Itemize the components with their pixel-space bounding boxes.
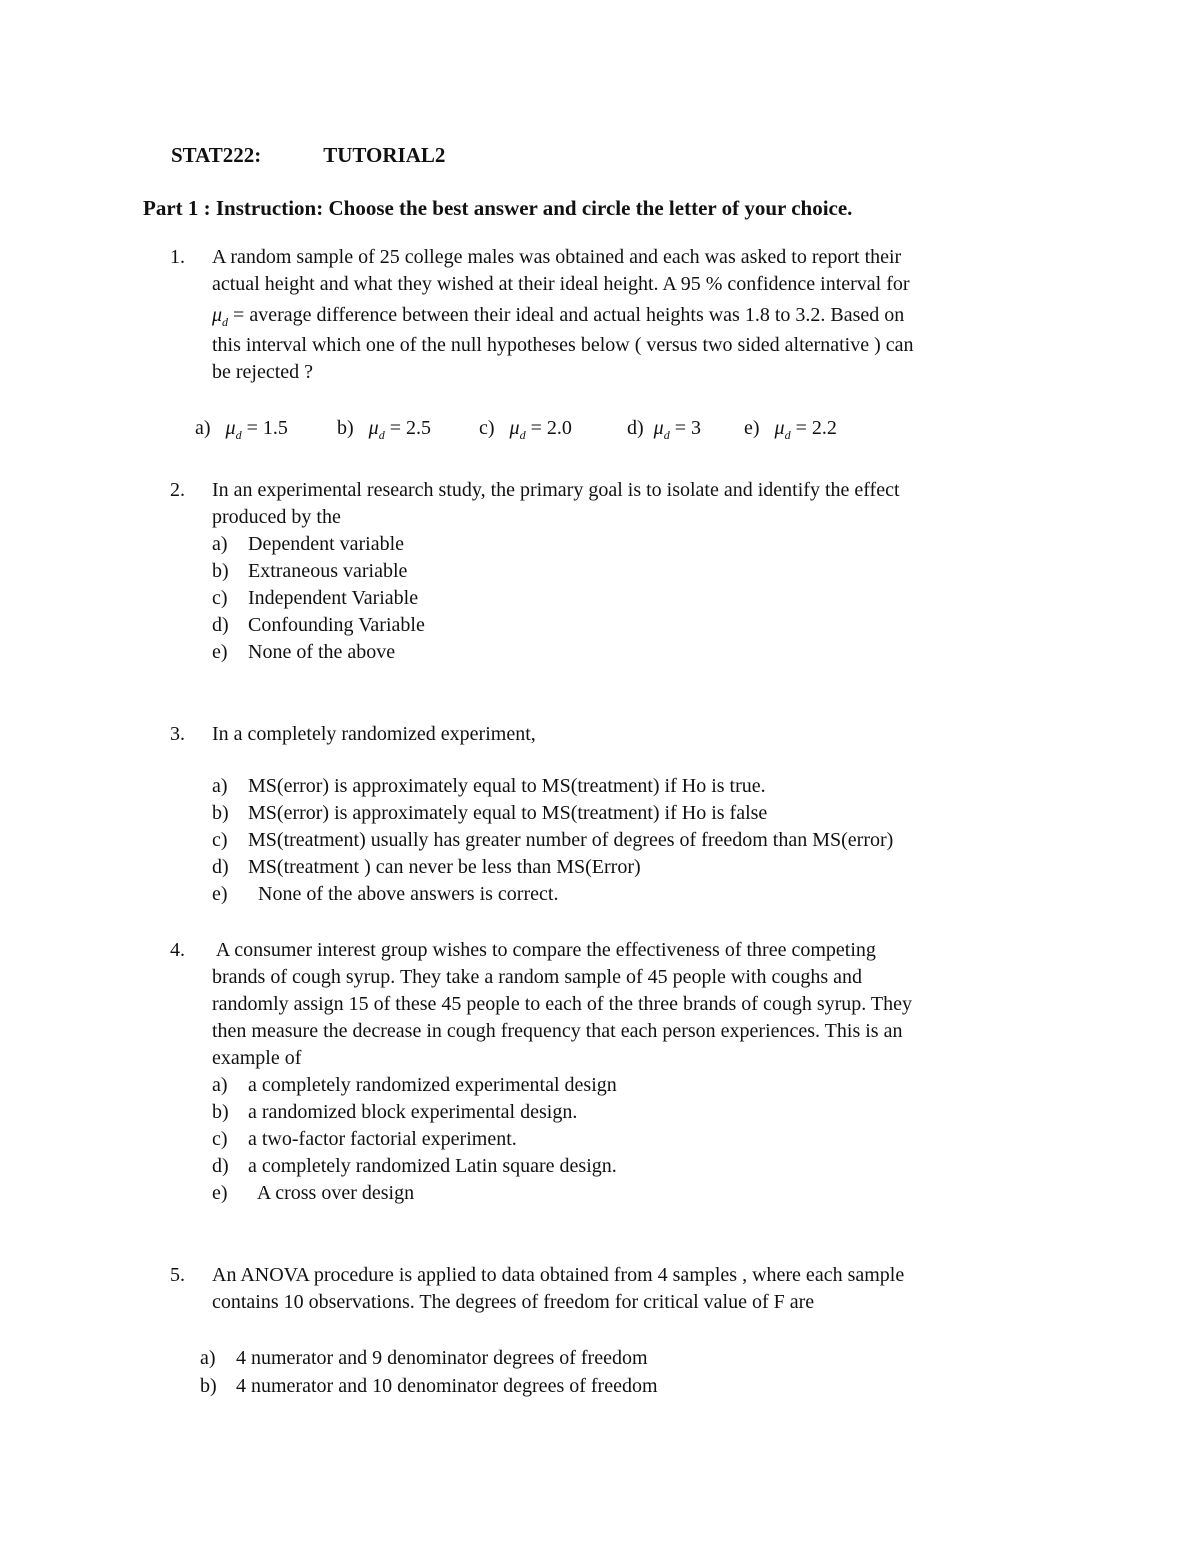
- option-e[interactable]: e) A cross over design: [212, 1182, 415, 1204]
- option-a[interactable]: a) MS(error) is approximately equal to MS(treatment) if Ho is true.: [212, 775, 766, 797]
- option-c[interactable]: c) $\mu_d = 2.0$: [479, 417, 572, 442]
- stem-line: In a completely randomized experiment,: [212, 723, 536, 745]
- question-number: 2.: [170, 479, 185, 501]
- stem-line: actual height and what they wished at their ideal height. A 95 % confidence interval for: [212, 273, 910, 295]
- question-stem: [212, 937, 1050, 1207]
- question-number: 5.: [170, 1264, 185, 1286]
- option-c[interactable]: c) Independent Variable: [212, 587, 419, 609]
- stem-line: contains 10 observations. The degrees of freedom for critical value of F are: [212, 1291, 815, 1313]
- option-b[interactable]: b) $\mu_d = 2.5$: [337, 417, 431, 442]
- option-b[interactable]: b) Extraneous variable: [212, 560, 408, 582]
- options-list: [212, 1072, 1050, 1207]
- option-a[interactable]: a) 4 numerator and 9 denominator degrees of freedom: [200, 1347, 648, 1369]
- question-5-options: [200, 1344, 658, 1400]
- question-4: [170, 937, 1050, 1207]
- options-list: [212, 531, 1050, 666]
- instruction-line: Part 1 : Instruction: Choose the best answer and circle the letter of your choice.: [143, 196, 853, 220]
- question-stem: [212, 477, 1050, 666]
- option-a[interactable]: a) a completely randomized experimental design: [212, 1074, 617, 1096]
- option-d[interactable]: d) MS(treatment ) can never be less than MS(Error): [212, 856, 641, 878]
- stem-line: A consumer interest group wishes to compare the effectiveness of three competing: [212, 939, 876, 961]
- option-d[interactable]: d) Confounding Variable: [212, 614, 425, 636]
- option-d[interactable]: d) $\mu_d = 3$: [627, 417, 701, 442]
- option-c[interactable]: c) a two-factor factorial experiment.: [212, 1128, 517, 1150]
- question-1: [170, 244, 1050, 386]
- stem-line: this interval which one of the null hypotheses below ( versus two sided alternative ) can: [212, 334, 914, 356]
- option-b[interactable]: b) 4 numerator and 10 denominator degrees of freedom: [200, 1375, 658, 1397]
- option-e[interactable]: e) $\mu_d = 2.2$: [744, 417, 837, 442]
- option-b[interactable]: b) MS(error) is approximately equal to MS(treatment) if Ho is false: [212, 802, 768, 824]
- stem-line: be rejected ?: [212, 361, 314, 383]
- question-2: [170, 477, 1050, 666]
- question-number: 4.: [170, 939, 185, 961]
- option-c[interactable]: c) MS(treatment) usually has greater number of degrees of freedom than MS(error): [212, 829, 894, 851]
- question-3: [170, 721, 1050, 908]
- question-stem: [212, 721, 1050, 908]
- stem-line: produced by the: [212, 506, 341, 528]
- question-stem: [212, 244, 1050, 386]
- stem-line: randomly assign 15 of these 45 people to each of the three brands of cough syrup. They: [212, 993, 912, 1015]
- page-header: [171, 143, 445, 168]
- tutorial-title: TUTORIAL2: [323, 143, 446, 167]
- option-e[interactable]: e) None of the above: [212, 641, 396, 663]
- question-number: 3.: [170, 723, 185, 745]
- stem-line: A random sample of 25 college males was obtained and each was asked to report their: [212, 246, 902, 268]
- mu-d-symbol: $\mu_d$: [212, 304, 229, 329]
- option-a[interactable]: a) $\mu_d = 1.5$: [195, 417, 288, 442]
- stem-line-with-symbol: $\mu_d$ = average difference between their ideal and actual heights was 1.8 to 3.2. Based on: [212, 304, 905, 329]
- option-a[interactable]: a) Dependent variable: [212, 533, 405, 555]
- stem-line: brands of cough syrup. They take a random sample of 45 people with coughs and: [212, 966, 863, 988]
- stem-line: example of: [212, 1047, 302, 1069]
- options-list: [212, 773, 1050, 908]
- question-1-options: [195, 417, 837, 443]
- stem-line: In an experimental research study, the primary goal is to isolate and identify the effect: [212, 479, 900, 501]
- course-code: STAT222:: [171, 143, 262, 167]
- question-stem: [212, 1262, 1050, 1316]
- option-d[interactable]: d) a completely randomized Latin square design.: [212, 1155, 617, 1177]
- question-number: 1.: [170, 246, 185, 268]
- option-b[interactable]: b) a randomized block experimental design.: [212, 1101, 578, 1123]
- stem-line: then measure the decrease in cough frequency that each person experiences. This is an: [212, 1020, 903, 1042]
- option-e[interactable]: e) None of the above answers is correct.: [212, 883, 559, 905]
- stem-line: An ANOVA procedure is applied to data obtained from 4 samples , where each sample: [212, 1264, 905, 1286]
- question-5: [170, 1262, 1050, 1316]
